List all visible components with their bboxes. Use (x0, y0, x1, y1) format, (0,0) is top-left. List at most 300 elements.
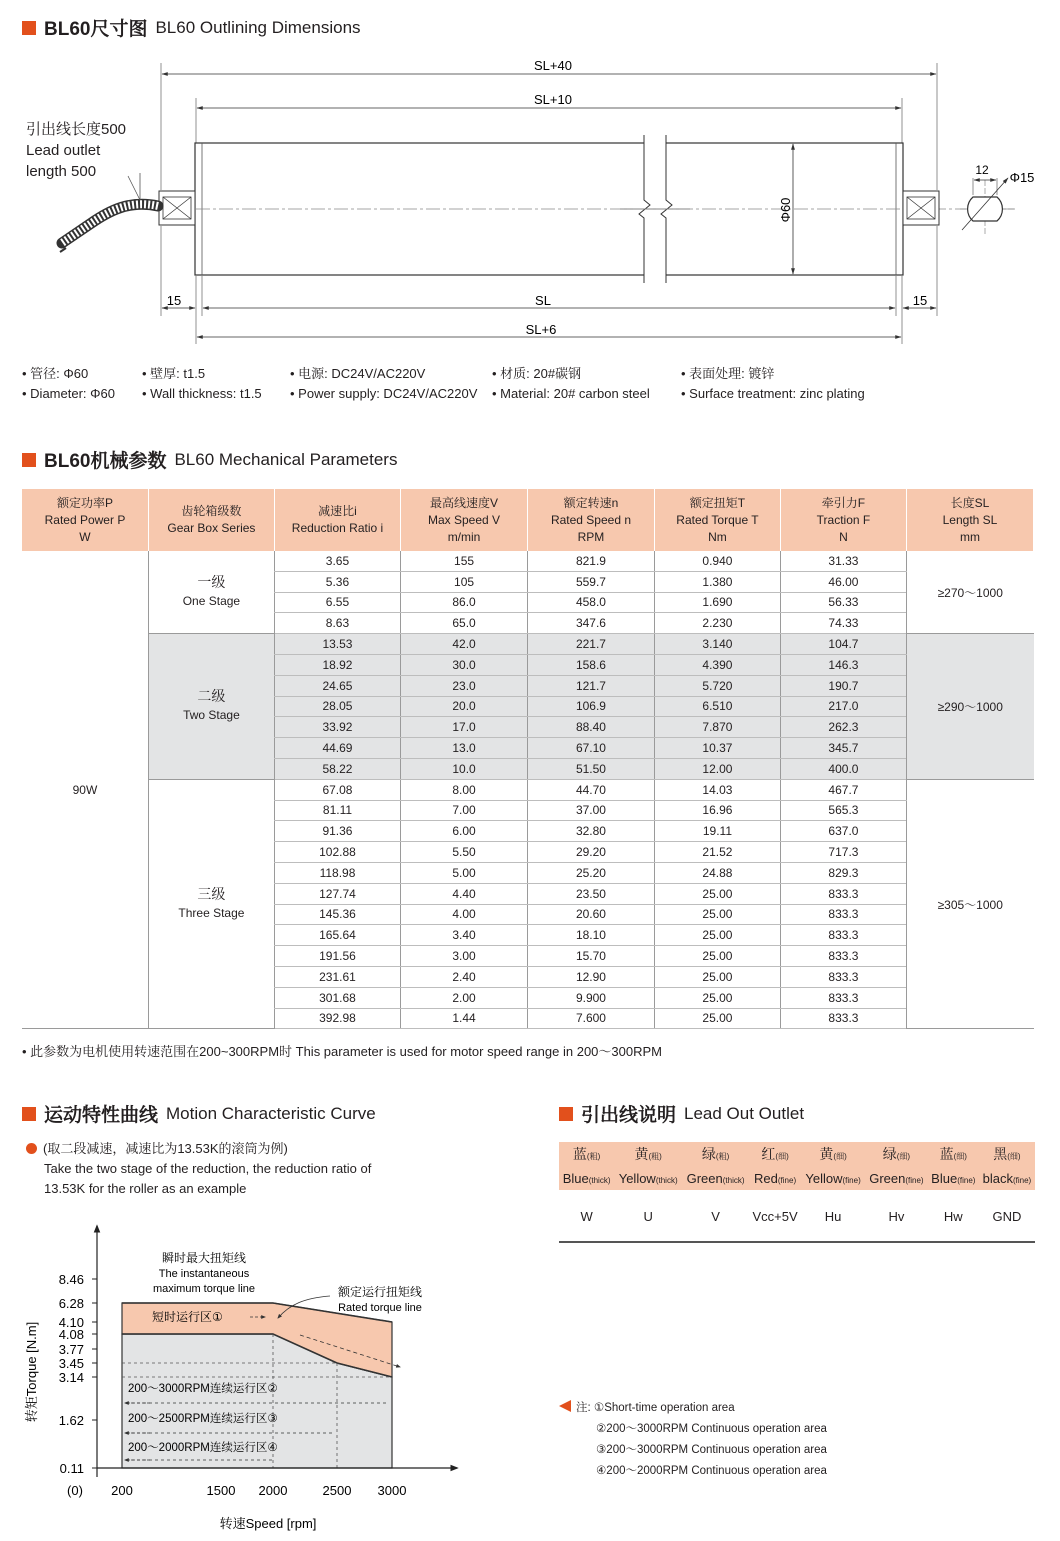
table-cell: 25.00 (654, 925, 780, 946)
lead-color-cn-size: (细) (896, 1152, 911, 1161)
lead-color-cn (865, 1142, 928, 1166)
dim-sl10-label: SL+10 (534, 92, 572, 107)
table-cell: 24.88 (654, 862, 780, 883)
length-cell: ≥270～1000 (906, 551, 1033, 634)
outline-drawing (0, 40, 1060, 350)
y-tick-label: 3.77 (58, 1342, 84, 1357)
section-title-en: BL60 Mechanical Parameters (174, 449, 398, 469)
table-cell: 833.3 (780, 1008, 906, 1029)
legend-note-4: ④200～2000RPM Continuous operation area (596, 1465, 827, 1477)
peak-line-label-en1: The instantaneous (158, 1268, 250, 1280)
lead-signal: Hv (865, 1191, 928, 1243)
table-cell: 23.0 (401, 675, 528, 696)
lead-length-en2: length 500 (26, 163, 97, 180)
header-text: 额定功率P (56, 495, 113, 510)
lead-signal: Hu (801, 1191, 865, 1243)
y-tick-label: 3.45 (58, 1356, 84, 1371)
table-header-cell (274, 489, 400, 551)
table-cell: 5.00 (401, 862, 528, 883)
lead-length-label (26, 119, 126, 182)
section-title-en: Motion Characteristic Curve (166, 1103, 376, 1123)
section-title-curve (22, 1100, 376, 1127)
x-tick-label: 1500 (206, 1483, 236, 1498)
lead-color-en-row (559, 1166, 1035, 1191)
table-cell: 345.7 (780, 738, 906, 759)
header-text: Rated Power P (44, 512, 126, 527)
table-cell: 105 (401, 571, 528, 592)
table-cell: 6.55 (274, 592, 400, 613)
zone2-label: 200～3000RPM连续运行区② (128, 1383, 278, 1395)
table-row (22, 779, 1034, 800)
y-tick-label: 4.08 (58, 1327, 84, 1342)
section-title-mechanical (22, 446, 397, 473)
lead-color-en-size: (fine) (905, 1175, 924, 1185)
lead-color-cn-text: 黄 (634, 1146, 649, 1162)
lead-out-table (559, 1142, 1035, 1243)
table-cell: 821.9 (528, 551, 655, 571)
stage-cell (148, 634, 274, 780)
table-cell: 565.3 (780, 800, 906, 821)
shaft-end-view (960, 178, 1015, 236)
table-cell: 51.50 (528, 758, 655, 779)
section-title-cn: BL60尺寸图 (44, 19, 148, 40)
table-cell: 44.70 (528, 779, 655, 800)
spec-diameter (22, 364, 115, 404)
table-cell: 81.11 (274, 800, 400, 821)
lead-color-cn-size: (粗) (586, 1152, 601, 1161)
table-cell: 10.37 (654, 738, 780, 759)
spec-power-cn: • 电源: DC24V/AC220V (290, 366, 426, 381)
lead-color-cn (979, 1142, 1035, 1166)
lead-color-cn (749, 1142, 801, 1166)
header-text: N (839, 529, 848, 544)
rated-line-label-en: Rated torque line (338, 1302, 422, 1314)
spec-wall-cn: • 壁厚: t1.5 (142, 366, 206, 381)
header-text: mm (959, 529, 980, 544)
table-cell: 1.690 (654, 592, 780, 613)
spec-material-cn: • 材质: 20#碳钢 (492, 366, 582, 381)
dim-12-label: 12 (975, 163, 989, 177)
lead-color-en-size: (thick) (655, 1175, 678, 1185)
section-title-cn: 运动特性曲线 (44, 1105, 159, 1126)
curve-note-cn: (取二段减速，减速比为13.53K的滚筒为例) (43, 1141, 288, 1156)
spec-wall (142, 364, 262, 404)
table-cell: 4.390 (654, 654, 780, 675)
lead-color-cn (614, 1142, 682, 1166)
header-text: Length SL (942, 512, 998, 527)
table-cell: 15.70 (528, 946, 655, 967)
lead-color-en (614, 1166, 682, 1191)
table-cell: 12.00 (654, 758, 780, 779)
spec-surface (681, 364, 865, 404)
table-cell: 347.6 (528, 613, 655, 634)
table-cell: 392.98 (274, 1008, 400, 1029)
table-cell: 67.10 (528, 738, 655, 759)
table-cell: 106.9 (528, 696, 655, 717)
table-cell: 18.10 (528, 925, 655, 946)
table-cell: 32.80 (528, 821, 655, 842)
table-cell: 91.36 (274, 821, 400, 842)
lead-color-en-text: black (982, 1170, 1013, 1186)
table-cell: 44.69 (274, 738, 400, 759)
table-cell: 833.3 (780, 987, 906, 1008)
table-cell: 118.98 (274, 862, 400, 883)
spec-diameter-cn: • 管径: Φ60 (22, 366, 89, 381)
header-text: 齿轮箱级数 (181, 504, 242, 518)
lead-color-cn-text: 绿 (701, 1146, 716, 1162)
table-cell: 165.64 (274, 925, 400, 946)
table-cell: 88.40 (528, 717, 655, 738)
table-cell: 30.0 (401, 654, 528, 675)
table-cell: 12.90 (528, 966, 655, 987)
y-tick-label: 0.11 (59, 1461, 84, 1476)
table-cell: 25.20 (528, 862, 655, 883)
table-cell: 6.00 (401, 821, 528, 842)
table-cell: 5.36 (274, 571, 400, 592)
table-cell: 18.92 (274, 654, 400, 675)
lead-color-en (801, 1166, 865, 1191)
lead-color-cn (559, 1142, 614, 1166)
table-cell: 6.510 (654, 696, 780, 717)
lead-color-en-size: (thick) (722, 1175, 745, 1185)
header-text: Max Speed V (428, 512, 501, 527)
table-cell: 58.22 (274, 758, 400, 779)
table-cell: 25.00 (654, 1008, 780, 1029)
lead-color-cn-size: (粗) (648, 1152, 662, 1161)
section-title-cn: BL60机械参数 (44, 451, 167, 472)
mechanical-parameters-table (22, 489, 1034, 1029)
table-cell: 833.3 (780, 946, 906, 967)
lead-signal: Hw (928, 1191, 979, 1243)
lead-color-en-text: Yellow (618, 1170, 656, 1186)
table-cell: 829.3 (780, 862, 906, 883)
header-text: Traction F (816, 512, 871, 527)
curve-note-en1: Take the two stage of the reduction, the reduction ratio of (44, 1161, 372, 1176)
table-cell: 7.00 (401, 800, 528, 821)
lead-color-en (979, 1166, 1035, 1191)
table-cell: 20.0 (401, 696, 528, 717)
lead-color-en-size: (fine) (777, 1175, 797, 1185)
table-cell: 29.20 (528, 842, 655, 863)
section-title-dimensions (22, 14, 361, 41)
spec-material (492, 364, 650, 404)
y-tick-label: 4.10 (58, 1315, 84, 1330)
lead-color-en (749, 1166, 801, 1191)
x-tick-label: 3000 (377, 1483, 407, 1498)
stage-cn: 三级 (197, 886, 226, 903)
table-cell: 0.940 (654, 551, 780, 571)
lead-signal: V (682, 1191, 749, 1243)
header-text: 牵引力F (821, 495, 866, 510)
lead-color-cn-text: 蓝 (572, 1146, 587, 1162)
spec-diameter-en: • Diameter: Φ60 (22, 386, 115, 401)
header-text: 额定扭矩T (689, 495, 746, 510)
table-cell: 121.7 (528, 675, 655, 696)
stage-en: Three Stage (178, 906, 245, 921)
y-axis-title: 转矩Torque [N.m] (24, 1321, 39, 1423)
lead-color-en-text: Blue (931, 1170, 958, 1186)
table-row (22, 634, 1034, 655)
lead-color-en-text: Yellow (805, 1170, 843, 1186)
curve-note-en2: 13.53K for the roller as an example (44, 1181, 247, 1196)
table-cell: 14.03 (654, 779, 780, 800)
table-cell: 158.6 (528, 654, 655, 675)
table-cell: 833.3 (780, 966, 906, 987)
header-text: Rated Speed n (550, 512, 631, 527)
section-title-en: BL60 Outlining Dimensions (155, 17, 361, 37)
table-cell: 25.00 (654, 987, 780, 1008)
length-cell: ≥290～1000 (906, 634, 1033, 780)
dim-sl40-label: SL+40 (534, 58, 572, 73)
table-header-cell (148, 489, 274, 551)
table-cell: 231.61 (274, 966, 400, 987)
header-text: Gear Box Series (167, 521, 256, 535)
rated-line-label-cn: 额定运行扭矩线 (337, 1285, 423, 1299)
stage-cn: 二级 (197, 688, 226, 705)
dim-sl-label: SL (535, 293, 551, 308)
x-tick-label: 2500 (322, 1483, 352, 1498)
dim-phi15-label: Φ15 (1009, 170, 1035, 185)
bullet-dot-icon (26, 1143, 37, 1154)
lead-color-cn-size: (细) (775, 1152, 789, 1161)
spec-surface-en: • Surface treatment: zinc plating (681, 386, 865, 401)
lead-signal: Vcc+5V (749, 1191, 801, 1243)
lead-color-en-size: (fine) (842, 1175, 861, 1185)
table-cell: 559.7 (528, 571, 655, 592)
table-header-cell (906, 489, 1033, 551)
lead-color-en-text: Green (686, 1170, 723, 1186)
table-cell: 458.0 (528, 592, 655, 613)
lead-length-cn: 引出线长度500 (26, 121, 127, 138)
table-cell: 5.50 (401, 842, 528, 863)
table-cell: 17.0 (401, 717, 528, 738)
x-axis-title: 转速Speed [rpm] (219, 1516, 317, 1531)
table-cell: 33.92 (274, 717, 400, 738)
header-text: 长度SL (950, 495, 990, 510)
spec-power (290, 364, 477, 404)
x-tick-label: 2000 (258, 1483, 288, 1498)
table-cell: 2.00 (401, 987, 528, 1008)
table-cell: 23.50 (528, 883, 655, 904)
table-cell: 13.53 (274, 634, 400, 655)
zone-legend-notes (559, 1398, 827, 1482)
table-cell: 717.3 (780, 842, 906, 863)
table-cell: 3.40 (401, 925, 528, 946)
table-header-cell (528, 489, 655, 551)
table-cell: 2.230 (654, 613, 780, 634)
table-cell: 5.720 (654, 675, 780, 696)
table-cell: 8.63 (274, 613, 400, 634)
table-cell: 127.74 (274, 883, 400, 904)
table-cell: 104.7 (780, 634, 906, 655)
table-cell: 1.44 (401, 1008, 528, 1029)
header-text: 减速比i (318, 504, 357, 518)
table-cell: 221.7 (528, 634, 655, 655)
table-cell: 833.3 (780, 925, 906, 946)
section-title-en: Lead Out Outlet (684, 1103, 805, 1123)
header-text: RPM (577, 529, 605, 544)
lead-length-en1: Lead outlet (26, 142, 101, 159)
table-cell: 25.00 (654, 946, 780, 967)
lead-color-cn-text: 蓝 (939, 1146, 954, 1162)
table-cell: 4.00 (401, 904, 528, 925)
lead-color-en-text: Green (869, 1170, 906, 1186)
stage-cn: 一级 (197, 574, 226, 591)
table-header-row (22, 489, 1034, 551)
table-cell: 74.33 (780, 613, 906, 634)
table-cell: 37.00 (528, 800, 655, 821)
lead-color-cn-text: 红 (761, 1146, 776, 1162)
table-cell: 67.08 (274, 779, 400, 800)
legend-note-1: 注: ①Short-time operation area (576, 1402, 735, 1414)
lead-color-en-size: (thick) (588, 1175, 611, 1185)
table-cell: 9.900 (528, 987, 655, 1008)
lead-color-cn-row (559, 1142, 1035, 1166)
triangle-pointer-icon (559, 1400, 571, 1412)
header-text: Reduction Ratio i (291, 521, 384, 535)
dim-phi60-label: Φ60 (778, 197, 793, 223)
dim-left15-label: 15 (166, 293, 182, 308)
lead-color-cn-size: (细) (1007, 1152, 1021, 1161)
lead-color-cn-text: 黄 (819, 1146, 834, 1162)
table-cell: 86.0 (401, 592, 528, 613)
stage-en: Two Stage (183, 708, 240, 723)
lead-color-cn (682, 1142, 749, 1166)
length-cell: ≥305～1000 (906, 779, 1033, 1029)
lead-signal: W (559, 1191, 614, 1243)
lead-color-cn-size: (细) (833, 1152, 847, 1161)
table-cell: 65.0 (401, 613, 528, 634)
lead-color-en-text: Blue (562, 1170, 589, 1186)
header-text: W (79, 529, 91, 544)
spec-material-en: • Material: 20# carbon steel (492, 386, 650, 401)
zone1-label: 短时运行区① (152, 1310, 223, 1324)
table-cell: 7.600 (528, 1008, 655, 1029)
section-marker-icon (559, 1107, 573, 1121)
table-header-cell (780, 489, 906, 551)
lead-color-en (865, 1166, 928, 1191)
peak-line-label-en2: maximum torque line (152, 1283, 256, 1295)
table-cell: 13.0 (401, 738, 528, 759)
lead-color-en-size: (fine) (957, 1175, 976, 1185)
header-text: 最高线速度V (430, 495, 499, 510)
table-cell: 42.0 (401, 634, 528, 655)
table-cell: 637.0 (780, 821, 906, 842)
table-cell: 46.00 (780, 571, 906, 592)
lead-color-cn (801, 1142, 865, 1166)
table-cell: 10.0 (401, 758, 528, 779)
table-cell: 31.33 (780, 551, 906, 571)
legend-note-3: ③200～3000RPM Continuous operation area (596, 1444, 827, 1456)
peak-line-label-cn: 瞬时最大扭矩线 (161, 1251, 247, 1265)
table-cell: 16.96 (654, 800, 780, 821)
lead-color-en-size: (fine) (1012, 1175, 1032, 1185)
lead-color-cn (928, 1142, 979, 1166)
table-cell: 3.00 (401, 946, 528, 967)
table-cell: 191.56 (274, 946, 400, 967)
table-cell: 20.60 (528, 904, 655, 925)
lead-color-en (682, 1166, 749, 1191)
table-cell: 24.65 (274, 675, 400, 696)
x-tick-label: 200 (111, 1483, 133, 1498)
table-cell: 400.0 (780, 758, 906, 779)
table-cell: 2.40 (401, 966, 528, 987)
zone3-label: 200～2500RPM连续运行区③ (128, 1413, 278, 1425)
header-text: Nm (708, 529, 727, 544)
y-tick-label: 6.28 (58, 1296, 84, 1311)
table-header-cell (654, 489, 780, 551)
table-cell: 8.00 (401, 779, 528, 800)
zone4-label: 200～2000RPM连续运行区④ (128, 1442, 278, 1454)
table-cell: 56.33 (780, 592, 906, 613)
stage-cell (148, 779, 274, 1029)
power-cell: 90W (22, 551, 148, 1029)
lead-color-en (559, 1166, 614, 1191)
y-tick-label: 8.46 (58, 1272, 84, 1287)
table-cell: 833.3 (780, 883, 906, 904)
spec-wall-en: • Wall thickness: t1.5 (142, 386, 262, 401)
legend-note-2: ②200～3000RPM Continuous operation area (596, 1423, 827, 1435)
table-cell: 301.68 (274, 987, 400, 1008)
table-footnote: • 此参数为电机使用转速范围在200~300RPM时 This parameter is used for motor speed range in 200～300RPM (22, 1044, 662, 1059)
x-tick-label: (0) (67, 1483, 83, 1498)
lead-color-cn-size: (细) (953, 1152, 967, 1161)
table-cell: 7.870 (654, 717, 780, 738)
section-marker-icon (22, 1107, 36, 1121)
table-cell: 19.11 (654, 821, 780, 842)
lead-color-cn-size: (粗) (715, 1152, 730, 1161)
curve-note (26, 1139, 371, 1199)
header-text: Rated Torque T (676, 512, 759, 527)
section-marker-icon (22, 453, 36, 467)
lead-color-cn-text: 绿 (882, 1146, 897, 1162)
table-cell: 1.380 (654, 571, 780, 592)
stage-cell (148, 551, 274, 634)
table-cell: 21.52 (654, 842, 780, 863)
lead-signal: GND (979, 1191, 1035, 1243)
lead-color-cn-text: 黑 (993, 1146, 1008, 1162)
header-text: m/min (447, 529, 481, 544)
lead-signal-row (559, 1191, 1035, 1243)
table-cell: 3.140 (654, 634, 780, 655)
y-tick-label: 1.62 (58, 1413, 84, 1428)
table-cell: 217.0 (780, 696, 906, 717)
dim-right15-label: 15 (912, 293, 928, 308)
table-cell: 146.3 (780, 654, 906, 675)
table-header-cell (22, 489, 148, 551)
table-cell: 190.7 (780, 675, 906, 696)
lead-color-en-text: Red (754, 1170, 778, 1186)
table-cell: 262.3 (780, 717, 906, 738)
table-cell: 467.7 (780, 779, 906, 800)
table-header-cell (401, 489, 528, 551)
motion-curve-chart (0, 1215, 545, 1540)
section-marker-icon (22, 21, 36, 35)
y-tick-label: 3.14 (58, 1370, 84, 1385)
table-cell: 25.00 (654, 966, 780, 987)
table-cell: 28.05 (274, 696, 400, 717)
spec-power-en: • Power supply: DC24V/AC220V (290, 386, 478, 401)
lead-signal: U (614, 1191, 682, 1243)
spec-surface-cn: • 表面处理: 镀锌 (681, 366, 775, 381)
dim-sl6-label: SL+6 (525, 322, 557, 337)
stage-en: One Stage (182, 594, 241, 609)
table-cell: 25.00 (654, 883, 780, 904)
table-row (22, 551, 1034, 571)
table-cell: 155 (401, 551, 528, 571)
table-cell: 3.65 (274, 551, 400, 571)
header-text: 额定转速n (563, 495, 619, 510)
